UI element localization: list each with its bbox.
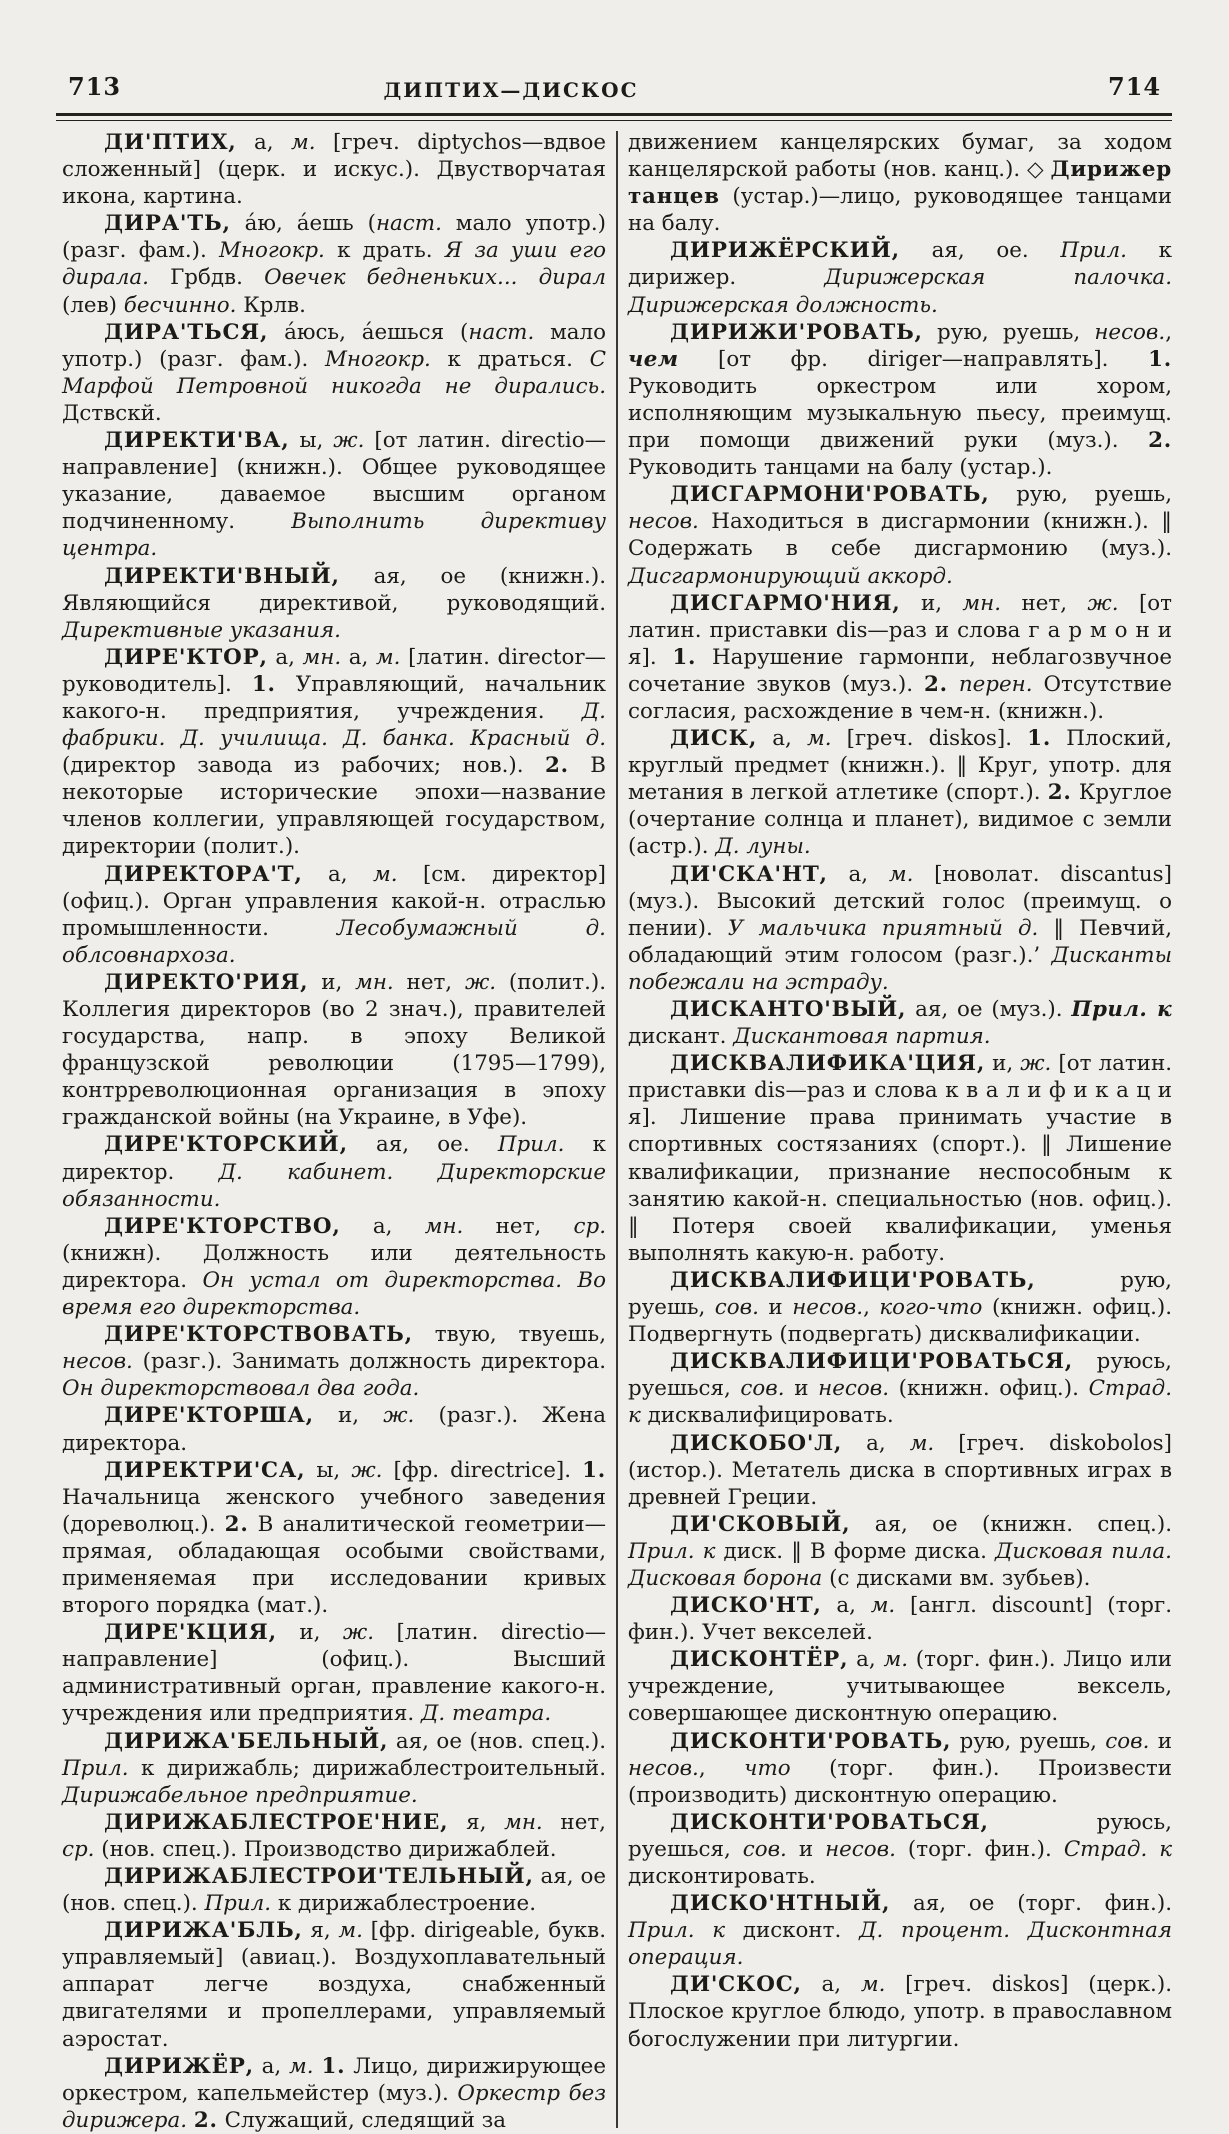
left-column [62, 129, 606, 2134]
dictionary-entry: ДИРИЖАБЛЕСТРОЕ'НИЕ, я, мн. нет, ср. (нов. спец.). Производство дирижаблей. [62, 1809, 606, 1862]
dictionary-entry: ДИ'СКОС, а, м. [греч. diskos] (церк.). Плоское круглое блюдо, употр. в православном богослужении при литургии. [628, 1972, 1173, 2052]
dictionary-entry: ДИРА'ТЬСЯ, а́юсь, а́ешься (наст. мало употр.) (разг. фам.). Многокр. к драться. С Марфой Петровной никогда не дирались. Дствскй. [62, 319, 606, 426]
dictionary-entry: ДИРИЖЁР, а, м. 1. Лицо, дирижирующее оркестром, капельмейстер (муз.). Оркестр без дирижера. 2. Служащий, следящий за [62, 2053, 606, 2133]
dictionary-entry: ДИРЕКТИ'ВА, ы, ж. [от латин. directio—направление] (книжн.). Общее руководящее указание, даваемое высшим органом подчиненному. Выполнить директиву центра. [62, 428, 606, 562]
dictionary-entry: ДИ'ПТИХ, а, м. [греч. diptychos—вдвое сложенный] (церк. и искус.). Двустворчатая икона, картина. [62, 130, 606, 210]
page-number-left: 713 [68, 72, 122, 101]
dictionary-entry: ДИРЕ'КТОР, а, мн. а, м. [латин. director—руководитель]. 1. Управляющий, начальник какого-н. предприятия, учреждения. Д. фабрики. Д. училища. Д. банка. Красный д. (директор завода из рабочих; нов.). 2. В некоторые исторические эпохи—название членов коллегии, управляющей государством, директории (полит.). [62, 644, 607, 860]
dictionary-entry: ДИСКО'НТНЫЙ, ая, ое (торг. фин.). Прил. к дисконт. Д. процент. Дисконтная операция. [628, 1891, 1172, 1971]
dictionary-entry: ДИСКОНТИ'РОВАТЬСЯ, руюсь, руешься, сов. и несов. (торг. фин.). Страд. к дисконтировать. [628, 1809, 1173, 1889]
dictionary-entry: ДИРИЖЁРСКИЙ, ая, ое. Прил. к дирижер. Дирижерская палочка. Дирижерская должность. [628, 238, 1172, 318]
right-column [628, 129, 1172, 2134]
dictionary-entry: ДИСКО'НТ, а, м. [англ. discount] (торг. фин.). Учет векселей. [628, 1593, 1172, 1646]
dictionary-entry: ДИСКАНТО'ВЫЙ, ая, ое (муз.). Прил. к дискант. Дискантовая партия. [628, 997, 1173, 1050]
dictionary-entry: ДИРЕ'КТОРСТВО, а, мн. нет, ср. (книжн). Должность или деятельность директора. Он устал от директорства. Во время его директорства. [62, 1213, 606, 1321]
dictionary-entry: движением канцелярских бумаг, за ходом канцелярской работы (нов. канц.). ◇ Дирижер танцев (устар.)—лицо, руководящее танцами на балу. [628, 130, 1172, 237]
dictionary-entry: ДИ'СКА'НТ, а, м. [новолат. discantus] (муз.). Высокий детский голос (преимущ. о пении). У мальчика приятный д. ‖ Певчий, обладающий этим голосом (разг.).’ Дисканты побежали на эстраду. [628, 861, 1172, 995]
dictionary-entry: ДИРИЖА'БЕЛЬНЫЙ, ая, ое (нов. спец.). Прил. к дирижабль; дирижаблестроительный. Дирижабельное предприятие. [62, 1728, 606, 1808]
dictionary-entry: ДИРЕ'КЦИЯ, и, ж. [латин. directio—направление] (офиц.). Высший административный орган, правление какого-н. учреждения или предприятия. Д. театра. [62, 1620, 606, 1727]
dictionary-entry: ДИРИЖАБЛЕСТРОИ'ТЕЛЬНЫЙ, ая, ое (нов. спец.). Прил. к дирижаблестроение. [62, 1864, 606, 1917]
dictionary-entry: ДИРЕКТРИ'СА, ы, ж. [фр. directrice]. 1. Начальница женского учебного заведения (дореволюц.). 2. В аналитической геометрии—прямая, обладающая особыми свойствами, применяемая при исследовании кривых второго порядка (мат.). [62, 1457, 606, 1619]
dictionary-entry: ДИСКВАЛИФИКА'ЦИЯ, и, ж. [от латин. приставки dis—раз и слова к в а л и ф и к а ц и я]. Лишение права принимать участие в спортивных состязаниях (спорт.). ‖ Лишение квалификации, признание неспособным к занятию какой-н. специальностью (нов. офиц.). ‖ Потеря своей квалификации, уменья выполнять какую-н. работу. [628, 1051, 1172, 1266]
dictionary-entry: ДИРЕ'КТОРША, и, ж. (разг.). Жена директора. [62, 1403, 606, 1456]
header-rule [56, 113, 1172, 121]
running-title: ДИПТИХ—ДИСКОС [383, 78, 639, 102]
dictionary-entry: ДИРЕКТО'РИЯ, и, мн. нет, ж. (полит.). Коллегия директоров (во 2 знач.), правителей государства, напр. в эпоху Великой французской революции (1795—1799), контрреволюционная организация в эпоху гражданской войны (на Украине, в Уфе). [62, 969, 607, 1131]
dictionary-entry: ДИРЕКТИ'ВНЫЙ, ая, ое (книжн.). Являющийся директивой, руководящий. Директивные указания. [62, 563, 606, 643]
dictionary-entry: ДИСКВАЛИФИЦИ'РОВАТЬСЯ, руюсь, руешься, сов. и несов. (книжн. офиц.). Страд. к дисквалифицировать. [628, 1349, 1173, 1429]
dictionary-entry: ДИ'СКОВЫЙ, ая, ое (книжн. спец.). Прил. к диск. ‖ В форме диска. Дисковая пила. Дисковая борона (с дисками вм. зубьев). [628, 1511, 1172, 1591]
dictionary-entry: ДИСКОНТЁР, а, м. (торг. фин.). Лицо или учреждение, учитывающее вексель, совершающее дисконтную операцию. [628, 1647, 1173, 1727]
dictionary-entry: ДИСКОБО'Л, а, м. [греч. diskobolos] (истор.). Метатель диска в спортивных играх в древней Греции. [628, 1430, 1172, 1510]
column-divider [606, 129, 628, 2134]
dictionary-entry: ДИРЕ'КТОРСТВОВАТЬ, твую, твуешь, несов. (разг.). Занимать должность директора. Он директорствовал два года. [62, 1322, 606, 1402]
dictionary-entry: ДИСК, а, м. [греч. diskos]. 1. Плоский, круглый предмет (книжн.). ‖ Круг, употр. для метания в легкой атлетике (спорт.). 2. Круглое (очертание солнца и планет), видимое с земли (астр.). Д. луны. [628, 726, 1172, 860]
text-columns [62, 129, 1172, 2134]
dictionary-entry: ДИСКВАЛИФИЦИ'РОВАТЬ, рую, руешь, сов. и несов., кого-что (книжн. офиц.). Подвергнуть (подвергать) дисквалификации. [628, 1267, 1173, 1348]
dictionary-entry: ДИРЕ'КТОРСКИЙ, ая, ое. Прил. к директор. Д. кабинет. Директорские обязанности. [62, 1132, 606, 1212]
dictionary-entry: ДИРИЖА'БЛЬ, я, м. [фр. dirigeable, букв. управляемый] (авиац.). Воздухоплавательный аппарат легче воздуха, снабженный двигателями и пропеллерами, управляемый аэростат. [62, 1918, 606, 2052]
dictionary-entry: ДИСГАРМО'НИЯ, и, мн. нет, ж. [от латин. приставки dis—раз и слова г а р м о н и я]. 1. Нарушение гармонпи, неблагозвучное сочетание звуков (муз.). 2. перен. Отсутствие согласия, расхождение в чем-н. (книжн.). [628, 590, 1172, 724]
dictionary-entry: ДИРЕКТОРА'Т, а, м. [см. директор](офиц.). Орган управления какой-н. отраслью промышленности. Лесобумажный д. облсовнархоза. [62, 861, 606, 968]
dictionary-entry: ДИСКОНТИ'РОВАТЬ, рую, руешь, сов. и несов., что (торг. фин.). Произвести (производить) дисконтную операцию. [628, 1728, 1172, 1808]
page-number-right: 714 [1108, 72, 1162, 101]
dictionary-entry: ДИСГАРМОНИ'РОВАТЬ, рую, руешь, несов. Находиться в дисгармонии (книжн.). ‖ Содержать в себе дисгармонию (муз.). Дисгармонирующий аккорд. [628, 482, 1172, 589]
dictionary-entry: ДИРА'ТЬ, а́ю, а́ешь (наст. мало употр.) (разг. фам.). Многокр. к драть. Я за уши его дирала. Грбдв. Овечек бедненьких... дирал (лев) бесчинно. Крлв. [62, 211, 606, 318]
dictionary-entry: ДИРИЖИ'РОВАТЬ, рую, руешь, несов., чем [от фр. diriger—направлять]. 1. Руководить оркестром или хором, исполняющим музыкальную пьесу, преимущ. при помощи движений руки (муз.). 2. Руководить танцами на балу (устар.). [628, 319, 1172, 481]
